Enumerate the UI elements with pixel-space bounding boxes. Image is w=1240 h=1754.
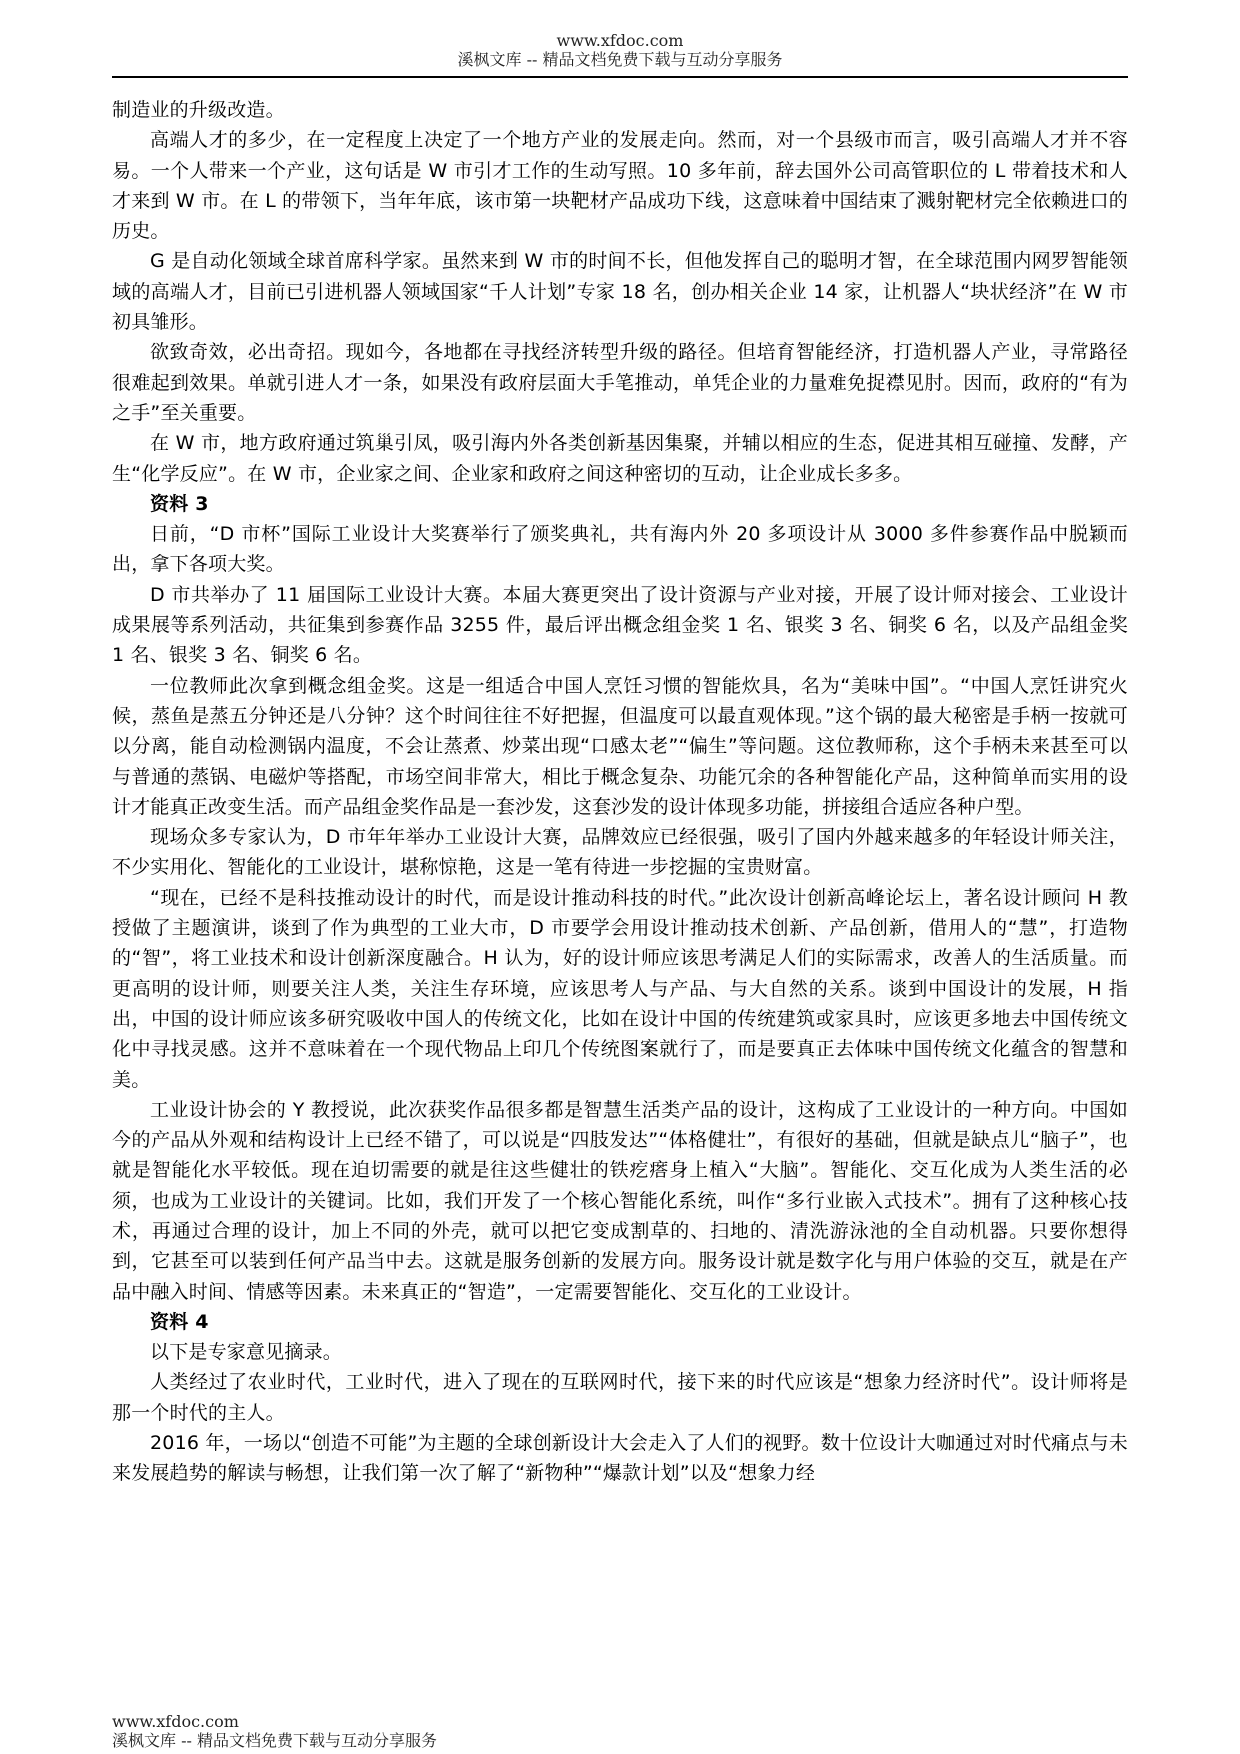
header-url: www.xfdoc.com [556, 31, 684, 50]
paragraph: 人类经过了农业时代，工业时代，进入了现在的互联网时代，接下来的时代应该是“想象力经济时代”。设计师将是那一个时代的主人。 [112, 1371, 1128, 1424]
paragraph: 在 W 市，地方政府通过筑巢引凤，吸引海内外各类创新基因集聚，并辅以相应的生态，促进其相互碰撞、发酵，产生“化学反应”。在 W 市，企业家之间、企业家和政府之间这种密切的互动，让企业成长多多。 [112, 432, 1128, 485]
paragraph: 日前，“D 市杯”国际工业设计大奖赛举行了颁奖典礼，共有海内外 20 多项设计从 3000 多件参赛作品中脱颖而出，拿下各项大奖。 [112, 523, 1128, 576]
header-tagline: 溪枫文库 -- 精品文档免费下载与互动分享服务 [457, 50, 783, 69]
paragraph: 高端人才的多少，在一定程度上决定了一个地方产业的发展走向。然而，对一个县级市而言，吸引高端人才并不容易。一个人带来一个产业，这句话是 W 市引才工作的生动写照。10 多年前，辞去国外公司高管职位的 L 带着技术和人才来到 W 市。在 L 的带领下，当年年底，该市第一块靶材产品成功下线，这意味着中国结束了溅射靶材完全依赖进口的历史。 [112, 129, 1128, 243]
section-heading: 资料 4 [150, 1310, 209, 1333]
paragraph: G 是自动化领域全球首席科学家。虽然来到 W 市的时间不长，但他发挥自己的聪明才智，在全球范围内网罗智能领域的高端人才，目前已引进机器人领域国家“千人计划”专家 18 名，创办相关企业 14 家，让机器人“块状经济”在 W 市初具雏形。 [112, 250, 1128, 334]
header-rule [112, 76, 1128, 78]
section-heading: 资料 3 [150, 492, 209, 515]
paragraph-continuation: 制造业的升级改造。 [112, 99, 285, 121]
paragraph: 欲致奇效，必出奇招。现如今，各地都在寻找经济转型升级的路径。但培育智能经济，打造机器人产业，寻常路径很难起到效果。单就引进人才一条，如果没有政府层面大手笔推动，单凭企业的力量难免捉襟见肘。因而，政府的“有为之手”至关重要。 [112, 341, 1128, 424]
paragraph: 工业设计协会的 Y 教授说，此次获奖作品很多都是智慧生活类产品的设计，这构成了工业设计的一种方向。中国如今的产品从外观和结构设计上已经不错了，可以说是“四肢发达”“体格健壮”，有很好的基础，但就是缺点儿“脑子”，也就是智能化水平较低。现在迫切需要的就是往这些健壮的铁疙瘩身上植入“大脑”。智能化、交互化成为人类生活的必须，也成为工业设计的关键词。比如，我们开发了一个核心智能化系统，叫作“多行业嵌入式技术”。拥有了这种核心技术，再通过合理的设计，加上不同的外壳，就可以把它变成割草的、扫地的、清洗游泳池的全自动机器。只要你想得到，它甚至可以装到任何产品当中去。这就是服务创新的发展方向。服务设计就是数字化与用户体验的交互，就是在产品中融入时间、情感等因素。未来真正的“智造”，一定需要智能化、交互化的工业设计。 [112, 1098, 1128, 1303]
paragraph: 以下是专家意见摘录。 [150, 1341, 343, 1364]
document-body [112, 95, 1128, 1489]
page-footer [112, 1712, 437, 1750]
paragraph: 现场众多专家认为，D 市年年举办工业设计大赛，品牌效应已经很强，吸引了国内外越来越多的年轻设计师关注，不少实用化、智能化的工业设计，堪称惊艳，这是一笔有待进一步挖掘的宝贵财富。 [112, 826, 1128, 879]
footer-url: www.xfdoc.com [112, 1712, 239, 1731]
paragraph: 2016 年，一场以“创造不可能”为主题的全球创新设计大会走入了人们的视野。数十位设计大咖通过对时代痛点与未来发展趋势的解读与畅想，让我们第一次了解了“新物种”“爆款计划”以及“想象力经 [112, 1432, 1128, 1485]
footer-tagline: 溪枫文库 -- 精品文档免费下载与互动分享服务 [112, 1731, 437, 1750]
paragraph: D 市共举办了 11 届国际工业设计大赛。本届大赛更突出了设计资源与产业对接，开展了设计师对接会、工业设计成果展等系列活动，共征集到参赛作品 3255 件，最后评出概念组金奖 1 名、银奖 3 名、铜奖 6 名，以及产品组金奖 1 名、银奖 3 名、铜奖 6 名。 [112, 583, 1128, 667]
page-header [0, 31, 1240, 69]
paragraph: “现在，已经不是科技推动设计的时代，而是设计推动科技的时代。”此次设计创新高峰论坛上，著名设计顾问 H 教授做了主题演讲，谈到了作为典型的工业大市，D 市要学会用设计推动技术创新、产品创新，借用人的“慧”，打造物的“智”，将工业技术和设计创新深度融合。H 认为，好的设计师应该思考满足人们的实际需求，改善人的生活质量。而更高明的设计师，则要关注人类，关注生存环境，应该思考人与产品、与大自然的关系。谈到中国设计的发展，H 指出，中国的设计师应该多研究吸收中国人的传统文化，比如在设计中国的传统建筑或家具时，应该更多地去中国传统文化中寻找灵感。这并不意味着在一个现代物品上印几个传统图案就行了，而是要真正去体味中国传统文化蕴含的智慧和美。 [112, 886, 1128, 1091]
paragraph: 一位教师此次拿到概念组金奖。这是一组适合中国人烹饪习惯的智能炊具，名为“美味中国”。“中国人烹饪讲究火候，蒸鱼是蒸五分钟还是八分钟？这个时间往往不好把握，但温度可以最直观体现。”这个锅的最大秘密是手柄一按就可以分离，能自动检测锅内温度，不会让蒸煮、炒菜出现“口感太老”“偏生”等问题。这位教师称，这个手柄未来甚至可以与普通的蒸锅、电磁炉等搭配，市场空间非常大，相比于概念复杂、功能冗余的各种智能化产品，这种简单而实用的设计才能真正改变生活。而产品组金奖作品是一套沙发，这套沙发的设计体现多功能，拼接组合适应各种户型。 [112, 674, 1128, 818]
